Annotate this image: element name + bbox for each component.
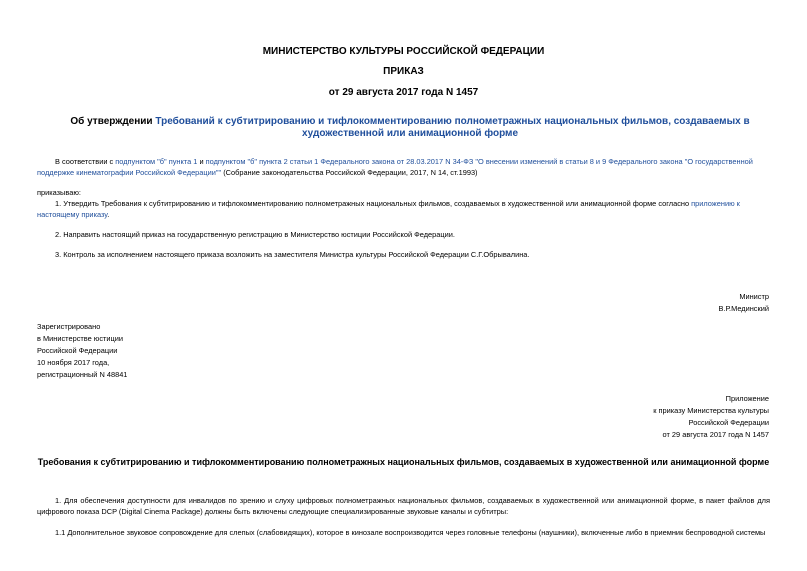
appendix-line: Приложение [725, 394, 769, 403]
item-1-text: 1. Утвердить Требования к субтитрированию и тифлокомментированию полнометражных национальных фильмов, создаваемых в художественной или анимационной форме согласно [55, 199, 692, 208]
item-1-end: . [107, 210, 110, 219]
order-word: приказываю: [37, 188, 81, 197]
appendix-link[interactable]: приложению к настоящему приказу [37, 199, 740, 219]
preamble-text-3: (Собрание законодательства Российской Федерации, 2017, N 14, ст.1993) [221, 168, 478, 177]
preamble-text-1: В соответствии с [55, 157, 116, 166]
registration-line: Зарегистрировано [37, 322, 101, 331]
appendix-line: от 29 августа 2017 года N 1457 [662, 430, 769, 439]
requirements-title-link[interactable]: Требований к субтитрированию и тифлокомментированию полнометражных национальных фильмов, создаваемых в художественной или анимационной форме [155, 116, 750, 139]
requirements-title: Требования к субтитрированию и тифлокомментированию полнометражных национальных фильмов, создаваемых в художественной или анимационной форме [37, 457, 770, 467]
appendix-block [653, 393, 769, 441]
registration-block [37, 321, 127, 381]
registration-line: 10 ноября 2017 года, [37, 358, 110, 367]
ministry-heading: МИНИСТЕРСТВО КУЛЬТУРЫ РОССИЙСКОЙ ФЕДЕРАЦИИ [262, 46, 545, 57]
doc-type-heading: ПРИКАЗ [383, 66, 424, 77]
order-title-prefix: Об утверждении [70, 116, 156, 127]
preamble-paragraph [37, 156, 770, 178]
preamble-text-2: и [197, 157, 206, 166]
signature-position: Министр [739, 292, 769, 301]
order-date-number: от 29 августа 2017 года N 1457 [328, 87, 479, 98]
item-3: 3. Контроль за исполнением настоящего приказа возложить на заместителя Министра культуры Российской Федерации С.Г.Обрывалина. [55, 250, 530, 259]
order-title [60, 116, 760, 140]
appendix-line: к приказу Министерства культуры [653, 406, 769, 415]
registration-line: Российской Федерации [37, 346, 118, 355]
item-1 [37, 198, 770, 220]
registration-line: регистрационный N 48841 [37, 370, 128, 379]
registration-line: в Министерстве юстиции [37, 334, 124, 343]
requirement-paragraph-1: 1. Для обеспечения доступности для инвалидов по зрению и слуху цифровых полнометражных национальных фильмов, создаваемых в художественной или анимационной форме, в пакет файлов для цифрового показа DCP (Digital Cinema Package) должны быть включены следующие специализированные звуковые каналы и субтитры: [37, 496, 770, 516]
item-2: 2. Направить настоящий приказ на государственную регистрацию в Министерство юстиции Российской Федерации. [55, 230, 455, 239]
appendix-line: Российской Федерации [688, 418, 769, 427]
signature-block [719, 291, 769, 315]
preamble-link-2[interactable]: подпунктом "б" пункта 2 статьи 1 Федерального закона от 28.03.2017 N 34-ФЗ "О внесении изменений в статьи 8 и 9 Федерального закона "О государственной поддержке кинематографии Российской Федерации"" [37, 157, 753, 177]
signature-name: В.Р.Мединский [718, 304, 769, 313]
preamble-link-1[interactable]: подпунктом "б" пункта 1 [115, 157, 198, 166]
requirement-paragraph-1-1: 1.1 Дополнительное звуковое сопровождение для слепых (слабовидящих), которое в кинозале воспроизводится через головные телефоны (наушники), включенные либо в приемник беспроводной системы [55, 528, 766, 537]
